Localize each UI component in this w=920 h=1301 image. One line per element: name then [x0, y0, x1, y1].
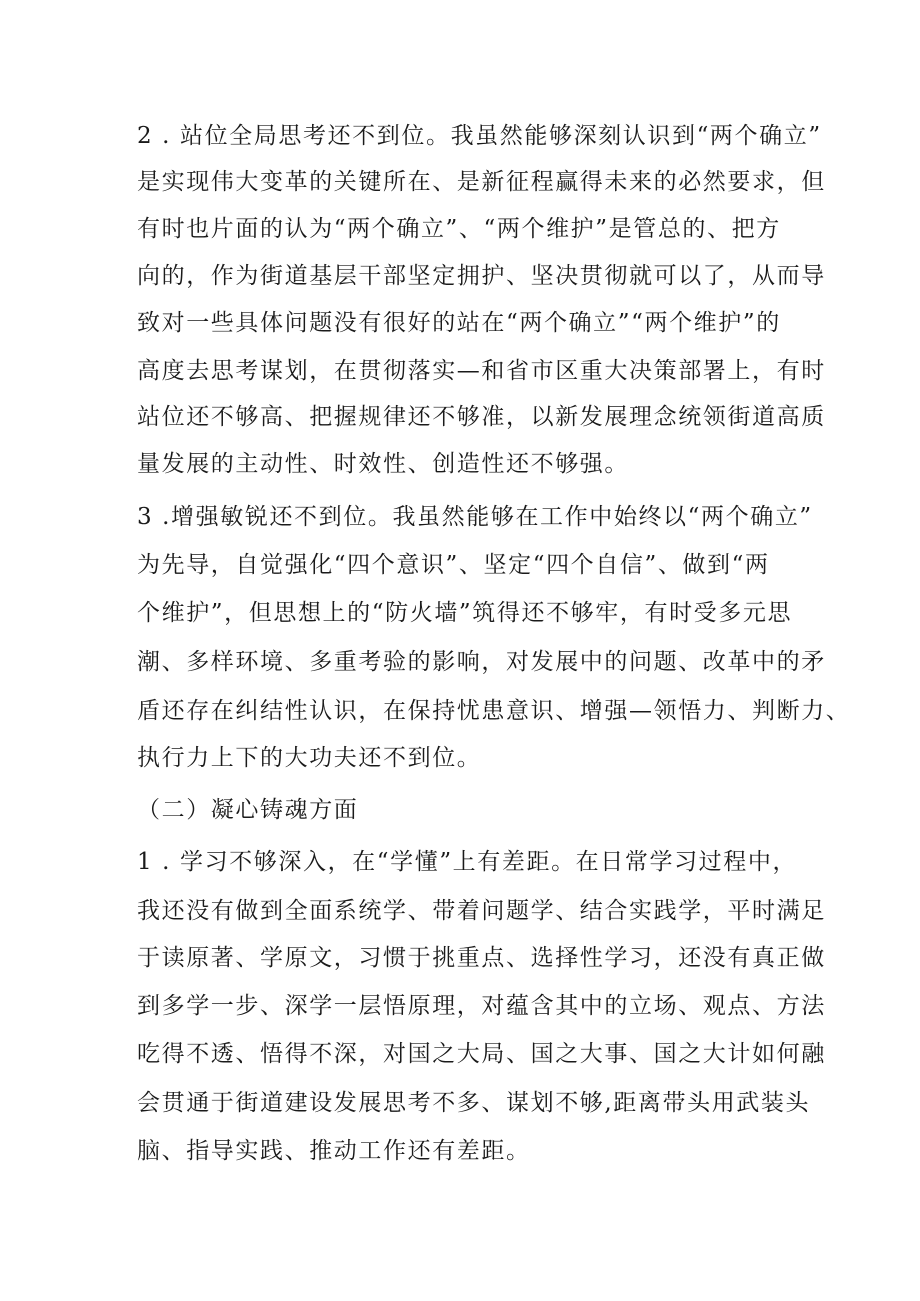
paragraph-line: 为先导，自觉强化“四个意识”、坚定“四个自信”、做到“两: [137, 552, 770, 578]
paragraph-line: 我还没有做到全面系统学、带着问题学、结合实践学，平时满足: [137, 898, 826, 924]
paragraph-line: 站位还不够高、把握规律还不够准，以新发展理念统领街道高质: [137, 404, 826, 430]
section-heading: （二）凝心铸魂方面: [137, 797, 359, 823]
paragraph-line: 向的，作为街道基层干部坚定拥护、坚决贯彻就可以了，从而导: [137, 263, 826, 289]
paragraph-line: 致对一些具体问题没有很好的站在“两个确立”“两个维护”的: [137, 310, 781, 336]
paragraph-line: 脑、指导实践、推动工作还有差距。: [137, 1138, 531, 1164]
paragraph-line: 高度去思考谋划，在贯彻落实—和省市区重大决策部署上，有时: [137, 358, 826, 384]
paragraph-line: 有时也片面的认为“两个确立”、“两个维护”是管总的、把方: [137, 216, 781, 242]
paragraph-line: 会贯通于街道建设发展思考不多、谋划不够,距离带头用武装头: [137, 1090, 811, 1116]
paragraph-line: 量发展的主动性、时效性、创造性还不够强。: [137, 451, 629, 477]
paragraph-line: 潮、多样环境、多重考验的影响，对发展中的问题、改革中的矛: [137, 649, 826, 675]
paragraph-line: 2 . 站位全局思考还不到位。我虽然能够深刻认识到“两个确立”: [137, 123, 822, 149]
paragraph-line: 是实现伟大变革的关键所在、是新征程赢得未来的必然要求，但: [137, 169, 826, 195]
paragraph-line: 个维护”，但思想上的“防火墙”筑得还不够牢，有时受多元思: [137, 600, 793, 626]
paragraph-line: 盾还存在纠结性认识，在保持忧患意识、增强—领悟力、判断力、: [137, 698, 851, 724]
paragraph-line: 到多学一步、深学一层悟原理，对蕴含其中的立场、观点、方法: [137, 993, 826, 1019]
paragraph-line: 3 .增强敏锐还不到位。我虽然能够在工作中始终以“两个确立”: [137, 504, 813, 530]
paragraph-line: 吃得不透、悟得不深，对国之大局、国之大事、国之大计如何融: [137, 1041, 826, 1067]
paragraph-line: 执行力上下的大功夫还不到位。: [137, 745, 482, 771]
paragraph-line: 1 . 学习不够深入，在“学懂”上有差距。在日常学习过程中，: [137, 849, 798, 875]
paragraph-line: 于读原著、学原文，习惯于挑重点、选择性学习，还没有真正做: [137, 945, 826, 971]
